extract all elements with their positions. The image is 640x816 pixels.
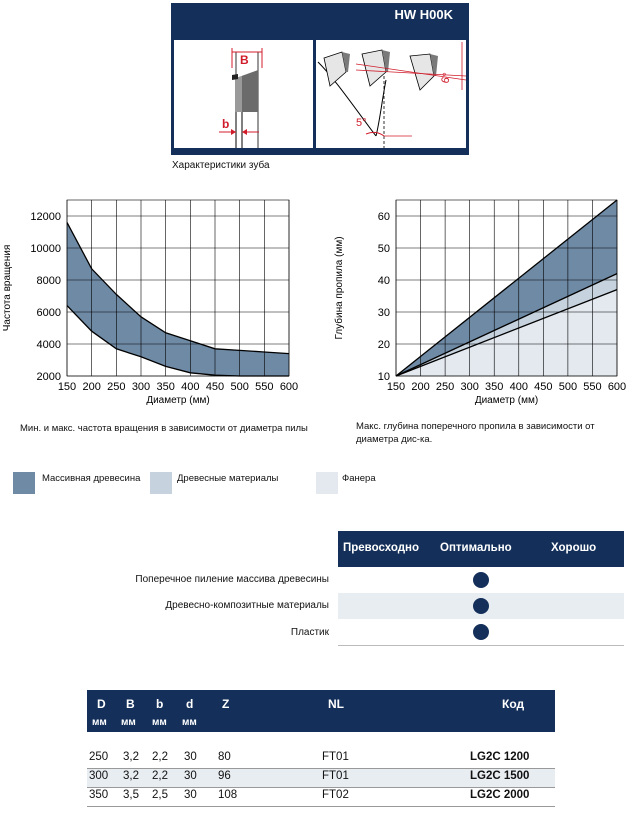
y-tick-label: 40: [377, 275, 390, 287]
x-tick-label: 350: [485, 381, 504, 393]
x-tick-label: 400: [509, 381, 528, 393]
x-tick-label: 250: [435, 381, 455, 393]
cell-code: LG2C 2000: [470, 789, 530, 801]
x-tick-label: 450: [534, 381, 553, 393]
y-tick-label: 2000: [36, 371, 61, 383]
rating-dot: [473, 624, 489, 640]
column-good: Хорошо: [551, 542, 597, 554]
table-row: [87, 750, 555, 769]
tooth-profile-box: [174, 40, 313, 148]
spec-unit: мм: [121, 717, 136, 728]
table-row: [87, 769, 555, 788]
spec-header-NL: NL: [328, 697, 344, 711]
tooth-caption: Характеристики зуба: [172, 160, 270, 171]
x-tick-label: 300: [460, 381, 479, 393]
column-excellent: Превосходно: [343, 542, 419, 554]
y-tick-label: 8000: [36, 275, 61, 287]
cut-depth-chart-caption: Макс. глубина поперечного пропила в зависимости от диаметра дис-ка.: [356, 421, 595, 445]
x-tick-label: 550: [255, 381, 274, 393]
cell-B: 3,2: [123, 770, 139, 782]
x-tick-label: 400: [181, 381, 200, 393]
application-label: Пластик: [290, 627, 329, 638]
tooth-label-B: B: [240, 53, 249, 67]
spec-header-code: Код: [502, 697, 525, 711]
spec-unit: мм: [92, 717, 107, 728]
y-axis-label: Частота вращения: [2, 244, 13, 332]
cut-depth-chart: [330, 195, 640, 417]
rpm-chart: [0, 195, 300, 415]
tooth-angle-box: [316, 40, 466, 148]
application-label: Поперечное пиление массива древесины: [135, 574, 329, 585]
spec-unit: мм: [182, 717, 197, 728]
y-tick-label: 4000: [36, 339, 61, 351]
cell-B: 3,5: [123, 789, 139, 801]
cell-D: 300: [89, 770, 109, 782]
x-tick-label: 300: [131, 381, 151, 393]
tooth-label-b: b: [222, 117, 230, 131]
legend-swatch-plywood: [316, 472, 338, 494]
x-tick-label: 500: [558, 381, 578, 393]
rpm-chart-caption: Мин. и макс. частота вращения в зависимости от диаметра пилы: [20, 423, 308, 434]
cell-code: LG2C 1200: [470, 751, 530, 763]
legend-label-wood-materials: Древесные материалы: [177, 473, 279, 484]
x-tick-label: 150: [386, 381, 406, 393]
cell-NL: FT01: [322, 751, 349, 763]
spec-header-B: B: [126, 697, 135, 711]
spec-header-D: D: [97, 697, 106, 711]
angle-label-small: 5°: [356, 117, 367, 129]
cell-Z: 80: [218, 751, 231, 763]
rating-dot: [473, 598, 489, 614]
cell-d: 30: [184, 751, 197, 763]
cell-code: LG2C 1500: [470, 770, 530, 782]
application-label: Древесно-композитные материалы: [165, 600, 329, 611]
y-tick-label: 12000: [30, 211, 61, 223]
cell-d: 30: [184, 789, 197, 801]
y-tick-label: 6000: [36, 307, 61, 319]
angle-label-large: 6°: [439, 71, 454, 85]
header-bar: [171, 3, 469, 40]
column-optimal: Оптимально: [440, 542, 512, 554]
x-tick-label: 500: [230, 381, 249, 393]
x-tick-label: 250: [107, 381, 126, 393]
cell-NL: FT01: [322, 770, 349, 782]
x-tick-label: 350: [156, 381, 175, 393]
spec-header-b: b: [156, 697, 164, 711]
table-row: [87, 788, 555, 807]
tooth-diagram-panel: [171, 40, 469, 155]
y-tick-label: 20: [377, 339, 390, 351]
cell-Z: 108: [218, 789, 238, 801]
cell-b: 2,2: [152, 770, 168, 782]
y-tick-label: 30: [377, 307, 390, 319]
tooth-angle-diagram: [316, 40, 466, 148]
y-tick-label: 10000: [30, 243, 61, 255]
x-axis-label: Диаметр (мм): [474, 395, 539, 406]
legend-swatch-solid-wood: [13, 472, 35, 494]
rpm-range-area: [67, 222, 289, 376]
x-tick-label: 200: [82, 381, 101, 393]
y-tick-label: 10: [377, 371, 390, 383]
x-tick-label: 550: [583, 381, 602, 393]
x-tick-label: 600: [607, 381, 627, 393]
product-title: HW H00K: [394, 7, 453, 22]
x-tick-label: 600: [279, 381, 299, 393]
cell-Z: 96: [218, 770, 231, 782]
rating-dot: [473, 572, 489, 588]
spec-unit: мм: [152, 717, 167, 728]
cell-D: 350: [89, 789, 109, 801]
legend-label-solid-wood: Массивная древесина: [42, 473, 141, 484]
cell-b: 2,2: [152, 751, 168, 763]
legend-label-plywood: Фанера: [342, 473, 376, 484]
spec-header-Z: Z: [222, 697, 230, 711]
x-tick-label: 150: [57, 381, 77, 393]
x-tick-label: 450: [205, 381, 225, 393]
table-divider: [338, 645, 624, 646]
cell-B: 3,2: [123, 751, 139, 763]
x-axis-label: Диаметр (мм): [146, 395, 210, 406]
y-tick-label: 50: [377, 243, 390, 255]
y-axis-label: Глубина пропила (мм): [334, 236, 345, 340]
tooth-profile-diagram: [174, 40, 313, 148]
spec-header-d: d: [186, 697, 194, 711]
cell-d: 30: [184, 770, 197, 782]
y-tick-label: 60: [377, 211, 390, 223]
cell-NL: FT02: [322, 789, 349, 801]
x-tick-label: 200: [411, 381, 430, 393]
legend-swatch-wood-materials: [150, 472, 172, 494]
cell-b: 2,5: [152, 789, 168, 801]
cell-D: 250: [89, 751, 109, 763]
